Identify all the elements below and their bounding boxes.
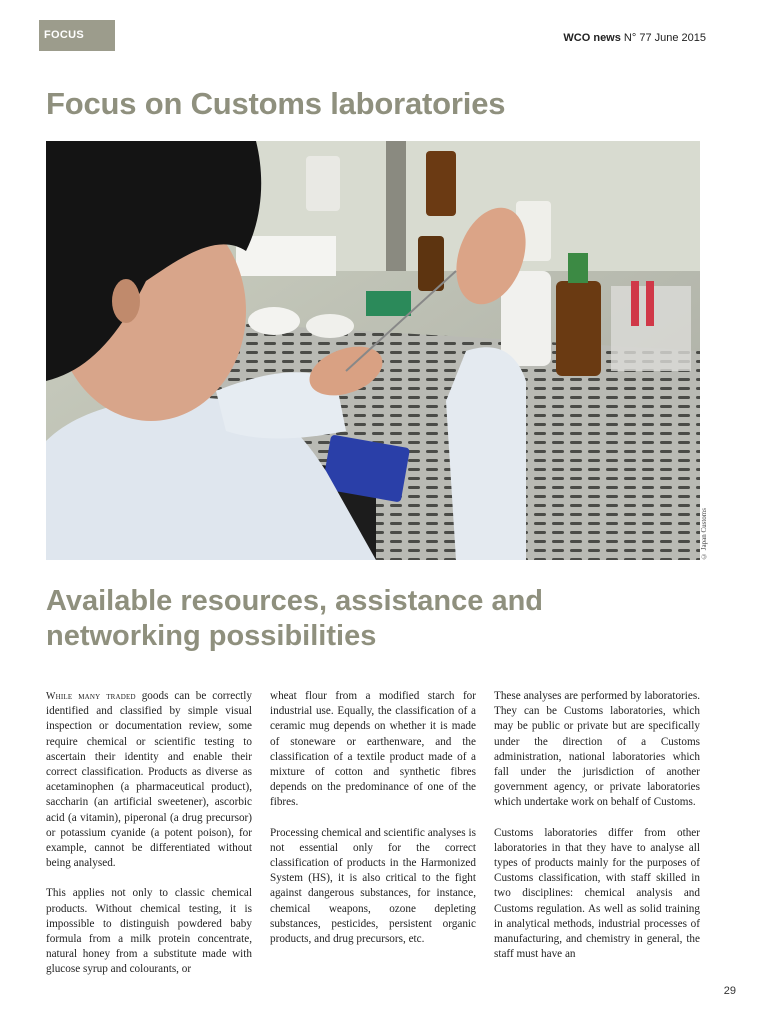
issue-info: N° 77 June 2015 xyxy=(623,32,706,44)
column-2 xyxy=(270,689,476,962)
paragraph: Customs laboratories differ from other laboratories in that they have to analyse all types of products mainly for the purposes of Customs classification, with staff skilled in two disciplines: chemical analysis and Customs regulation. As well as solid training in analytical methods, industrial processes of manufacturing, and chemistry in general, the staff must have an xyxy=(494,826,700,961)
column-1 xyxy=(46,689,252,993)
article-body xyxy=(46,689,702,979)
lab-photo xyxy=(46,141,700,560)
paragraph-text: goods can be correctly identified and classified by simple visual inspection or documentation review, some require chemical or scientific testing to ascertain their identity and enable their correct classification. Products as diverse as acetaminophen (a pharmaceutical product), saccharin (an artificial sweetener), ascorbic acid (a vitamin), piperonal (a drug precursor) or potassium cyanide (a potent poison), for example, cannot be differentiated without being analysed. xyxy=(46,690,252,870)
paragraph: These analyses are performed by laboratories. They can be Customs laboratories, which may be public or private but are specifically under the direction of a Customs administration, national laboratories which fall under the jurisdiction of another government agency, or private laboratories which undertake work on behalf of Customs. xyxy=(494,690,700,809)
article-headline xyxy=(46,584,686,654)
headline-line-2: networking possibilities xyxy=(46,620,377,652)
masthead xyxy=(563,32,706,44)
publication-name: WCO news xyxy=(563,32,621,44)
photo-credit: © Japan Customs xyxy=(700,508,708,560)
lab-photo-illustration xyxy=(46,141,700,560)
section-tab: FOCUS xyxy=(39,20,115,51)
lead-in-small-caps: While many traded xyxy=(46,691,136,702)
paragraph xyxy=(46,689,252,871)
column-3 xyxy=(494,689,700,977)
paragraph: wheat flour from a modified starch for industrial use. Equally, the classification of a ceramic mug depends on whether it is made of stoneware or earthenware, and the classification of a textile product made of a mixture of cotton and synthetic fibres depends on the predominance of one of the fibres. xyxy=(270,690,476,809)
paragraph: Processing chemical and scientific analyses is not essential only for the correct classification of products in the Harmonized System (HS), it is also critical to the fight against dangerous substances, for instance, chemical weapons, ozone depleting substances, pesticides, persistent organic products, and drug precursors, etc. xyxy=(270,826,476,946)
paragraph: This applies not only to classic chemical products. Without chemical testing, it is impossible to distinguish powdered baby formula from a milk protein concentrate, natural honey from a substitute made with glucose syrup and colourants, or xyxy=(46,887,252,976)
headline-line-1: Available resources, assistance and xyxy=(46,585,544,617)
page-number: 29 xyxy=(723,985,736,997)
section-title: Focus on Customs laboratories xyxy=(46,86,506,121)
